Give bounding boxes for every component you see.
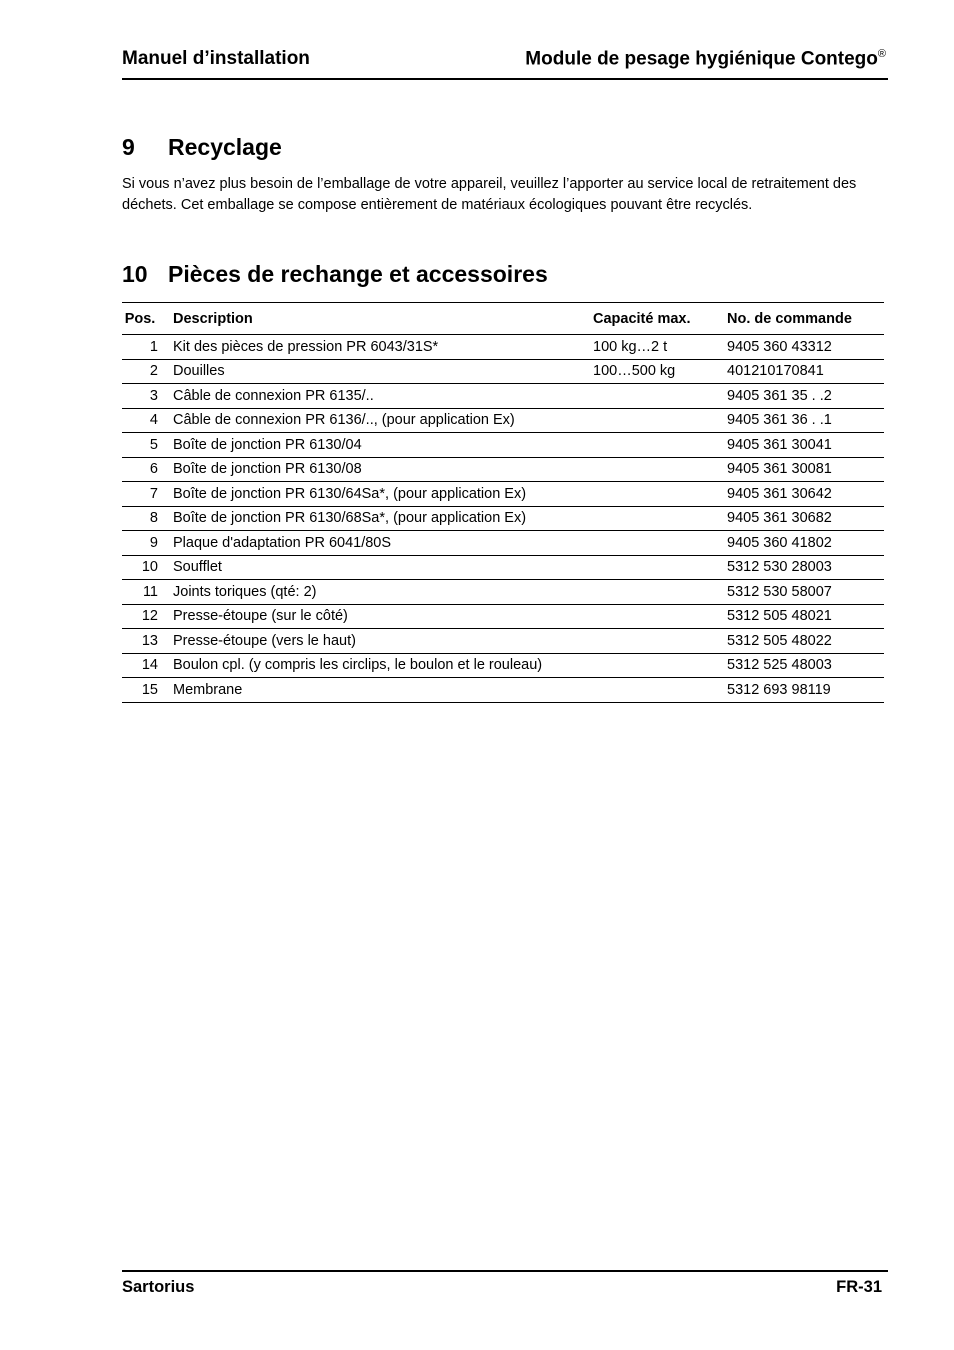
table-row: [122, 433, 884, 458]
cell-description: Câble de connexion PR 6136/.., (pour application Ex): [168, 408, 588, 433]
table-row: [122, 580, 884, 605]
cell-capacity: [588, 580, 722, 605]
table-row: [122, 604, 884, 629]
cell-pos: 10: [122, 555, 168, 580]
registered-mark: ®: [877, 48, 886, 60]
table-row: [122, 555, 884, 580]
cell-description: Presse-étoupe (sur le côté): [168, 604, 588, 629]
cell-order-number: 9405 361 30041: [722, 433, 884, 458]
section-number: 9: [122, 134, 135, 160]
cell-description: Joints toriques (qté: 2): [168, 580, 588, 605]
section-title: Pièces de rechange et accessoires: [168, 261, 548, 287]
cell-order-number: 5312 525 48003: [722, 653, 884, 678]
product-title: [525, 48, 886, 70]
cell-capacity: [588, 506, 722, 531]
cell-description: Boîte de jonction PR 6130/68Sa*, (pour application Ex): [168, 506, 588, 531]
page-number: FR-31: [836, 1278, 882, 1296]
table-row: [122, 457, 884, 482]
cell-capacity: [588, 384, 722, 409]
table-row: [122, 678, 884, 703]
cell-order-number: 5312 530 28003: [722, 555, 884, 580]
cell-pos: 14: [122, 653, 168, 678]
cell-description: Boulon cpl. (y compris les circlips, le boulon et le rouleau): [168, 653, 588, 678]
cell-description: Câble de connexion PR 6135/..: [168, 384, 588, 409]
section-number: 10: [122, 261, 148, 287]
section-9-heading: [122, 134, 282, 161]
column-header-capacity: Capacité max.: [588, 303, 722, 335]
cell-pos: 13: [122, 629, 168, 654]
cell-capacity: [588, 482, 722, 507]
cell-pos: 11: [122, 580, 168, 605]
table-row: [122, 506, 884, 531]
cell-order-number: 9405 361 30682: [722, 506, 884, 531]
cell-capacity: [588, 555, 722, 580]
cell-order-number: 9405 361 30081: [722, 457, 884, 482]
cell-order-number: 5312 505 48021: [722, 604, 884, 629]
cell-order-number: 401210170841: [722, 359, 884, 384]
cell-pos: 8: [122, 506, 168, 531]
cell-pos: 6: [122, 457, 168, 482]
page-header: [122, 44, 888, 80]
cell-order-number: 5312 505 48022: [722, 629, 884, 654]
cell-capacity: [588, 604, 722, 629]
cell-pos: 12: [122, 604, 168, 629]
column-header-pos: Pos.: [122, 303, 168, 335]
table-row: [122, 531, 884, 556]
cell-description: Boîte de jonction PR 6130/64Sa*, (pour application Ex): [168, 482, 588, 507]
cell-pos: 7: [122, 482, 168, 507]
section-10-heading: [122, 261, 548, 288]
cell-pos: 3: [122, 384, 168, 409]
spare-parts-table: [122, 302, 884, 703]
cell-order-number: 9405 361 35 . .2: [722, 384, 884, 409]
cell-pos: 15: [122, 678, 168, 703]
cell-capacity: 100…500 kg: [588, 359, 722, 384]
table-row: [122, 482, 884, 507]
table-row: [122, 408, 884, 433]
manual-title: Manuel d’installation: [122, 48, 310, 69]
table-body: [122, 335, 884, 703]
section-title: Recyclage: [168, 134, 282, 160]
column-header-description: Description: [168, 303, 588, 335]
cell-order-number: 9405 360 41802: [722, 531, 884, 556]
column-header-order-number: No. de commande: [722, 303, 884, 335]
company-name: Sartorius: [122, 1278, 195, 1296]
cell-capacity: [588, 629, 722, 654]
cell-description: Kit des pièces de pression PR 6043/31S*: [168, 335, 588, 360]
cell-description: Plaque d'adaptation PR 6041/80S: [168, 531, 588, 556]
cell-capacity: [588, 531, 722, 556]
cell-order-number: 9405 360 43312: [722, 335, 884, 360]
cell-pos: 1: [122, 335, 168, 360]
cell-capacity: [588, 408, 722, 433]
cell-pos: 2: [122, 359, 168, 384]
table-row: [122, 384, 884, 409]
cell-pos: 5: [122, 433, 168, 458]
cell-description: Soufflet: [168, 555, 588, 580]
cell-capacity: [588, 457, 722, 482]
cell-order-number: 9405 361 36 . .1: [722, 408, 884, 433]
cell-description: Douilles: [168, 359, 588, 384]
recycling-paragraph: Si vous n’avez plus besoin de l’emballage de votre appareil, veuillez l’apporter au service local de retraitement des déchets. Cet emballage se compose entièrement de matériaux écologiques pouvant être recyclés.: [122, 176, 857, 213]
table-row: [122, 629, 884, 654]
cell-capacity: 100 kg…2 t: [588, 335, 722, 360]
cell-description: Boîte de jonction PR 6130/08: [168, 457, 588, 482]
cell-description: Boîte de jonction PR 6130/04: [168, 433, 588, 458]
cell-capacity: [588, 433, 722, 458]
cell-pos: 9: [122, 531, 168, 556]
table-header-row: [122, 303, 884, 335]
table-row: [122, 335, 884, 360]
table-row: [122, 359, 884, 384]
table-row: [122, 653, 884, 678]
cell-order-number: 5312 530 58007: [722, 580, 884, 605]
cell-capacity: [588, 653, 722, 678]
cell-order-number: 5312 693 98119: [722, 678, 884, 703]
product-name: Module de pesage hygiénique Contego: [525, 48, 878, 70]
page-footer: [122, 1270, 888, 1296]
cell-description: Presse-étoupe (vers le haut): [168, 629, 588, 654]
cell-pos: 4: [122, 408, 168, 433]
cell-description: Membrane: [168, 678, 588, 703]
cell-order-number: 9405 361 30642: [722, 482, 884, 507]
cell-capacity: [588, 678, 722, 703]
